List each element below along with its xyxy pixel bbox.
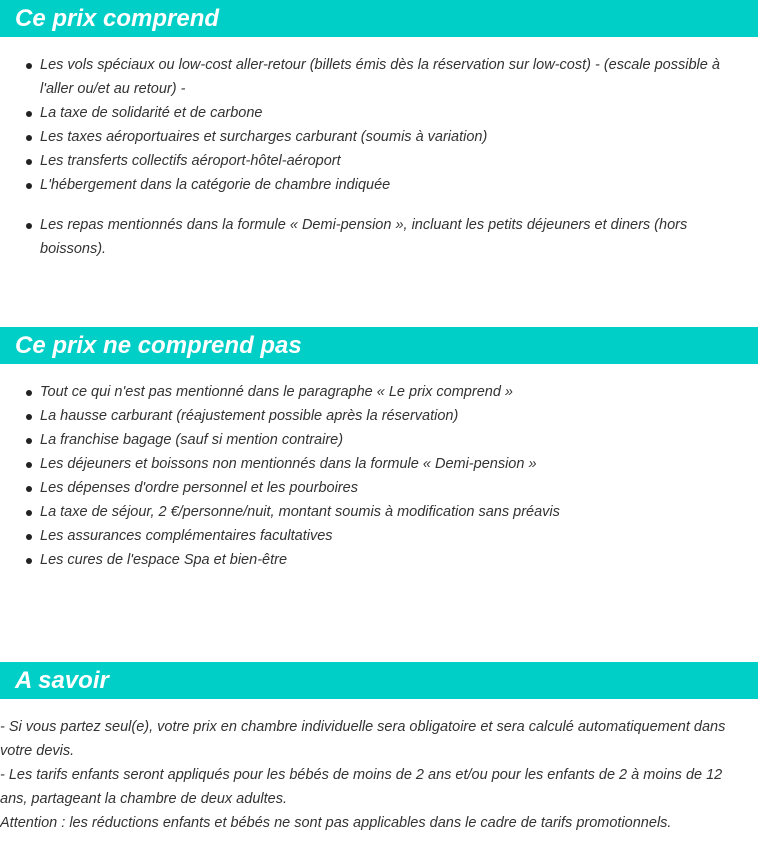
section-title-info: A savoir [0, 662, 758, 699]
section-title-includes: Ce prix comprend [0, 0, 758, 37]
info-line: Attention : les réductions enfants et bébés ne sont pas applicables dans le cadre de tarifs promotionnels. [0, 815, 672, 831]
list-item: Les taxes aéroportuaires et surcharges carburant (soumis à variation) [0, 125, 758, 149]
list-item: La taxe de séjour, 2 €/personne/nuit, montant soumis à modification sans préavis [0, 500, 758, 524]
list-item: Les déjeuners et boissons non mentionnés dans la formule « Demi-pension » [0, 452, 758, 476]
list-item: Tout ce qui n'est pas mentionné dans le paragraphe « Le prix comprend » [0, 380, 758, 404]
list-item: La hausse carburant (réajustement possible après la réservation) [0, 404, 758, 428]
info-paragraphs [0, 715, 758, 835]
list-item: Les dépenses d'ordre personnel et les pourboires [0, 476, 758, 500]
list-item: Les vols spéciaux ou low-cost aller-retour (billets émis dès la réservation sur low-cost) - (escale possible à l'aller ou/et au retour) - [0, 53, 758, 101]
list-item: La franchise bagage (sauf si mention contraire) [0, 428, 758, 452]
info-line: - Les tarifs enfants seront appliqués pour les bébés de moins de 2 ans et/ou pour les enfants de 2 à moins de 12 ans, partageant la chambre de deux adultes. [0, 767, 723, 807]
section-title-excludes: Ce prix ne comprend pas [0, 327, 758, 364]
list-item: Les transferts collectifs aéroport-hôtel-aéroport [0, 149, 758, 173]
excludes-list [0, 380, 758, 572]
list-item: Les repas mentionnés dans la formule « Demi-pension », incluant les petits déjeuners et diners (hors boissons). [0, 213, 758, 261]
includes-list [0, 53, 758, 261]
list-item: L'hébergement dans la catégorie de chambre indiquée [0, 173, 758, 197]
list-item: Les cures de l'espace Spa et bien-être [0, 548, 758, 572]
list-item: La taxe de solidarité et de carbone [0, 101, 758, 125]
info-line: - Si vous partez seul(e), votre prix en chambre individuelle sera obligatoire et sera calculé automatiquement dans votre devis. [0, 719, 726, 759]
list-item: Les assurances complémentaires facultatives [0, 524, 758, 548]
